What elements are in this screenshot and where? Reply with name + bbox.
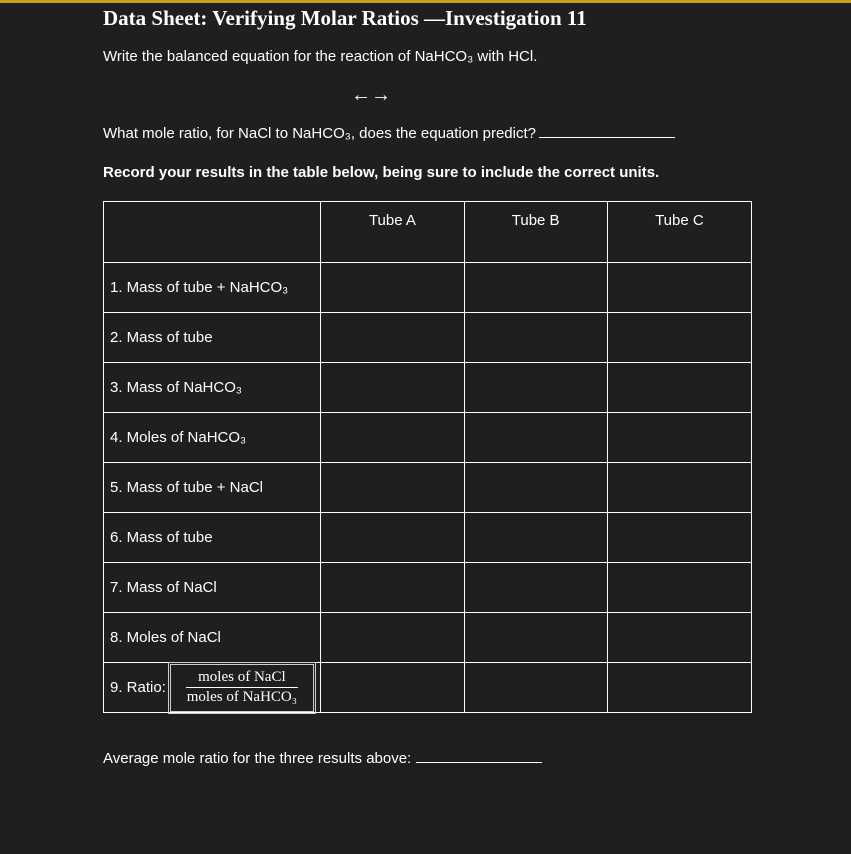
data-cell[interactable] [607,413,751,463]
data-cell[interactable] [464,613,607,663]
row-label: 4. Moles of NaHCO₃ [104,413,321,463]
table-row [104,413,752,463]
data-cell[interactable] [321,363,464,413]
data-cell[interactable] [321,613,464,663]
row-label: 5. Mass of tube + NaCl [104,463,321,513]
data-cell[interactable] [321,263,464,313]
equation-instruction: Write the balanced equation for the reaction of NaHCO₃ with HCl. [103,48,538,65]
table-row [104,563,752,613]
row-label: 6. Mass of tube [104,513,321,563]
ratio-question [103,125,675,142]
data-cell[interactable] [464,513,607,563]
data-cell[interactable] [464,463,607,513]
data-cell[interactable] [607,613,751,663]
row-label: 1. Mass of tube + NaHCO₃ [104,263,321,313]
ratio-numerator: moles of NaCl [186,669,298,688]
table-row [104,363,752,413]
table-header-empty [104,202,321,263]
page-title: Data Sheet: Verifying Molar Ratios —Investigation 11 [103,6,587,30]
data-cell[interactable] [607,563,751,613]
table-header-tube-c: Tube C [607,202,751,263]
table-row [104,263,752,313]
data-cell[interactable] [321,663,464,713]
ratio-fraction [170,664,314,712]
average-answer-blank[interactable] [416,750,542,763]
data-cell[interactable] [607,663,751,713]
table-row [104,513,752,563]
data-cell[interactable] [464,363,607,413]
data-cell[interactable] [607,313,751,363]
data-cell[interactable] [464,413,607,463]
record-instruction: Record your results in the table below, being sure to include the correct units. [103,164,660,181]
data-cell[interactable] [607,263,751,313]
row-label: 2. Mass of tube [104,313,321,363]
ratio-label: 9. Ratio: [110,679,166,696]
table-row [104,463,752,513]
table-row-ratio [104,663,752,713]
table-header-tube-a: Tube A [321,202,464,263]
data-cell[interactable] [464,563,607,613]
ratio-answer-blank[interactable] [539,125,675,138]
table-header-tube-b: Tube B [464,202,607,263]
data-cell[interactable] [607,363,751,413]
ratio-denominator: moles of NaHCO₃ [186,689,297,705]
average-ratio [103,750,542,767]
row-label: 8. Moles of NaCl [104,613,321,663]
data-cell[interactable] [607,463,751,513]
table-header-row [104,202,752,263]
data-cell[interactable] [321,563,464,613]
data-cell[interactable] [321,413,464,463]
data-cell[interactable] [464,263,607,313]
data-cell[interactable] [321,313,464,363]
data-cell[interactable] [464,663,607,713]
row-label: 3. Mass of NaHCO₃ [104,363,321,413]
data-cell[interactable] [464,313,607,363]
reaction-arrow-icon: ←→ [351,84,391,106]
top-strip [0,0,851,3]
data-cell[interactable] [321,463,464,513]
data-cell[interactable] [321,513,464,563]
row-label: 7. Mass of NaCl [104,563,321,613]
data-cell[interactable] [607,513,751,563]
ratio-wrap [110,664,320,712]
ratio-cell [104,663,321,713]
table-row [104,613,752,663]
average-label: Average mole ratio for the three results above: [103,750,412,767]
ratio-question-text: What mole ratio, for NaCl to NaHCO₃, does the equation predict? [103,125,536,142]
table-row [104,313,752,363]
results-table [103,201,752,713]
